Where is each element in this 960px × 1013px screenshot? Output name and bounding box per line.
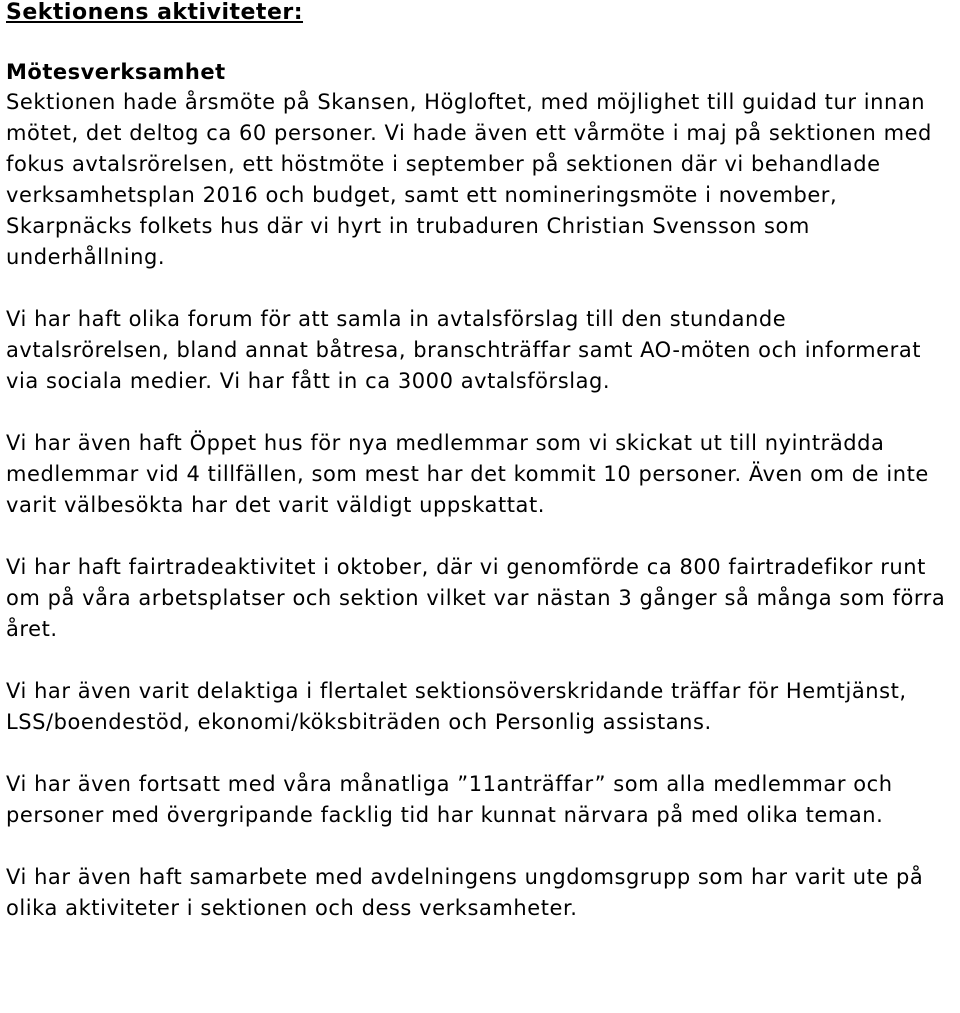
section-heading: Sektionens aktiviteter: bbox=[6, 0, 304, 25]
paragraph-open-house: Vi har även haft Öppet hus för nya medlemmar som vi skickat ut till nyinträdda medlemmar vid 4 tillfällen, som mest har det kommit 10 personer. Även om de inte varit välbesökta har det varit väldigt uppskattat. bbox=[6, 431, 929, 517]
meetings-subheading: Mötesverksamhet bbox=[6, 60, 226, 84]
paragraph-monthly-meetings: Vi har även fortsatt med våra månatliga ”11anträffar” som alla medlemmar och personer med övergripande facklig tid har kunnat närvara på med olika teman. bbox=[6, 772, 893, 827]
paragraph-meetings: Sektionen hade årsmöte på Skansen, Högloftet, med möjlighet till guidad tur innan mötet, det deltog ca 60 personer. Vi hade även ett vårmöte i maj på sektionen med fokus avtalsrörelsen, ett höstmöte i september på sektionen där vi behandlade verksamhetsplan 2016 och budget, samt ett nomineringsmöte i november, Skarpnäcks folkets hus där vi hyrt in trubaduren Christian Svensson som underhållning. bbox=[6, 90, 932, 269]
document-page bbox=[6, 0, 956, 924]
paragraph-contract-proposals: Vi har haft olika forum för att samla in avtalsförslag till den stundande avtalsrörelsen, bland annat båtresa, branschträffar samt AO-möten och informerat via sociala medier. Vi har fått in ca 3000 avtalsförslag. bbox=[6, 307, 922, 393]
paragraph-fairtrade: Vi har haft fairtradeaktivitet i oktober, där vi genomförde ca 800 fairtradefikor runt om på våra arbetsplatser och sektion vilket var nästan 3 gånger så många som förra året. bbox=[6, 555, 946, 641]
paragraph-cross-section-meetings: Vi har även varit delaktiga i flertalet sektionsöverskridande träffar för Hemtjänst, LSS/boendestöd, ekonomi/köksbiträden och Personlig assistans. bbox=[6, 679, 907, 734]
paragraph-youth-group: Vi har även haft samarbete med avdelningens ungdomsgrupp som har varit ute på olika aktiviteter i sektionen och dess verksamheter. bbox=[6, 865, 924, 920]
